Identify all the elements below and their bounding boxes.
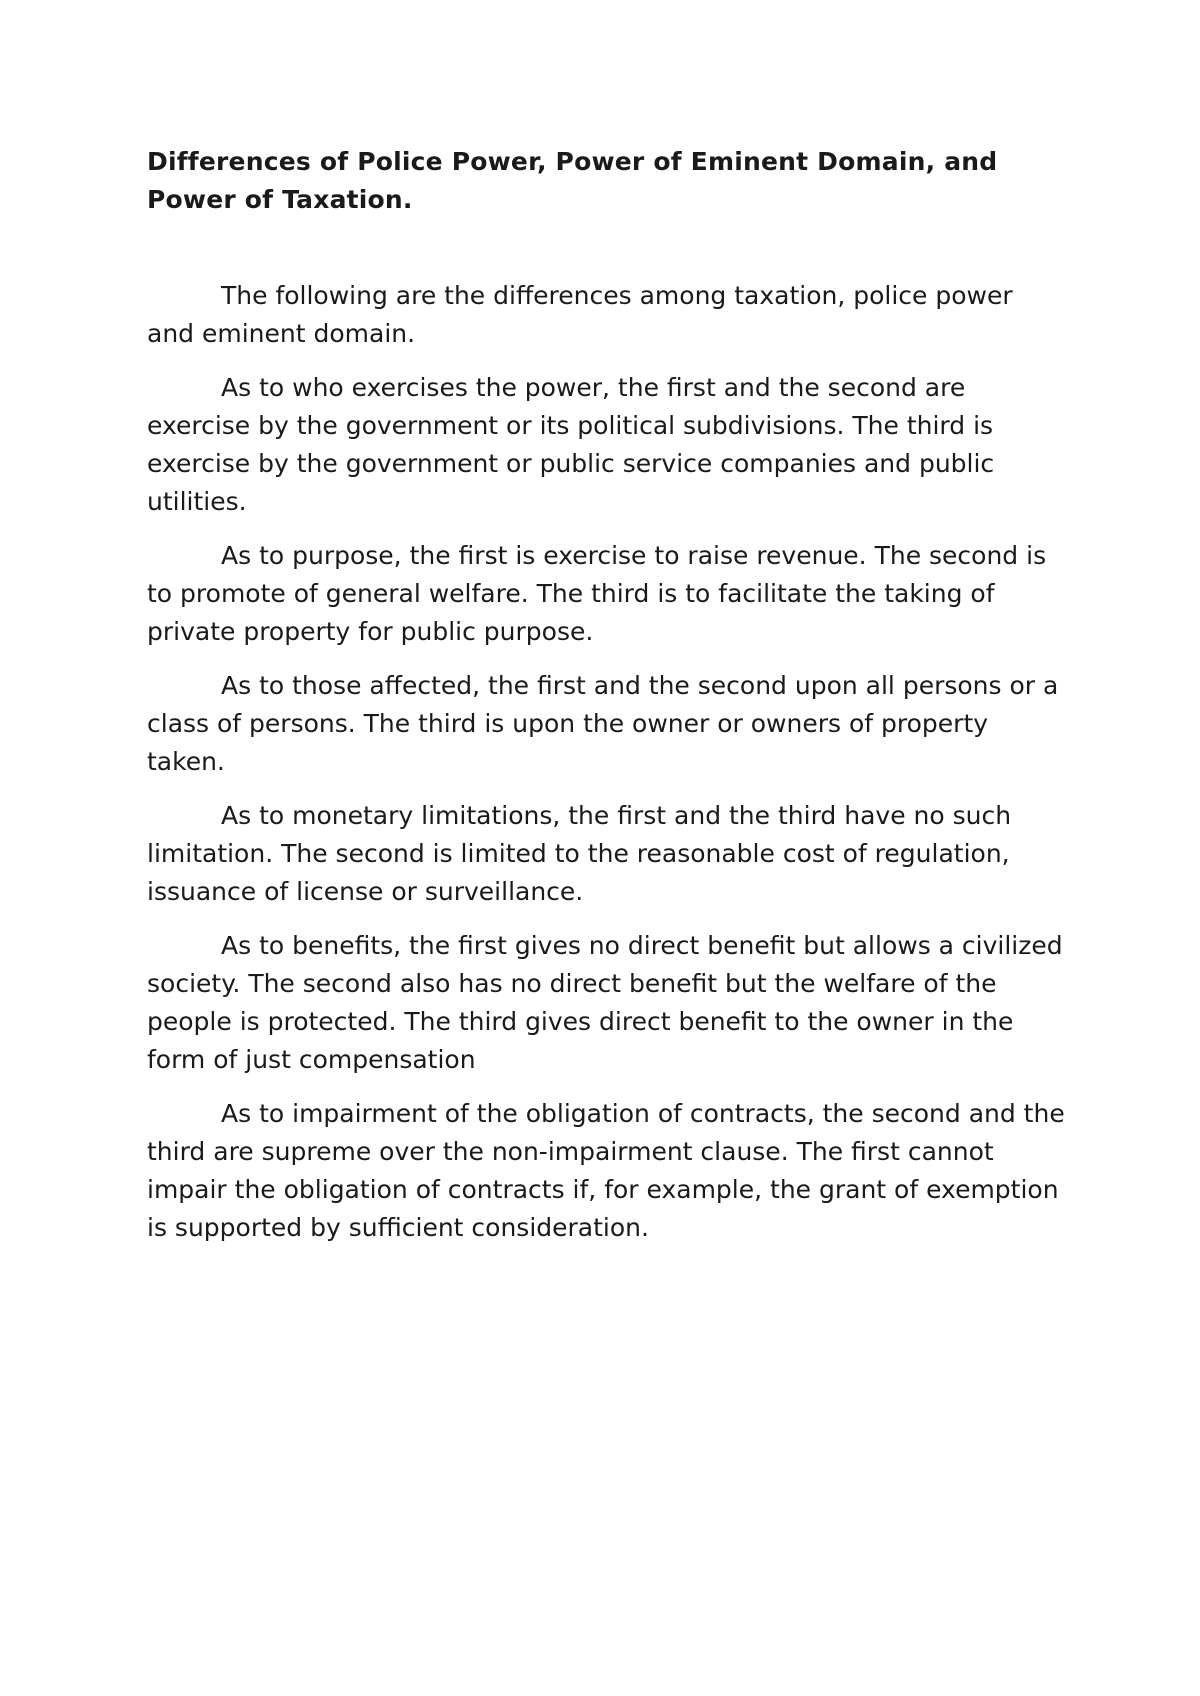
- paragraph-intro: The following are the differences among taxation, police power and eminent domain.: [147, 281, 1013, 348]
- document-title: Differences of Police Power, Power of Eminent Domain, and Power of Taxation.: [147, 147, 998, 214]
- document-body: [147, 143, 1067, 1263]
- paragraph-purpose: As to purpose, the first is exercise to raise revenue. The second is to promote of general welfare. The third is to facilitate the taking of private property for public purpose.: [147, 541, 1047, 646]
- paragraph-who-exercises: As to who exercises the power, the first and the second are exercise by the government or its political subdivisions. The third is exercise by the government or public service companies and public utilities.: [147, 373, 995, 516]
- paragraph-benefits: As to benefits, the first gives no direct benefit but allows a civilized society. The second also has no direct benefit but the welfare of the people is protected. The third gives direct benefit to the owner in the form of just compensation: [147, 931, 1063, 1074]
- paragraph-those-affected: As to those affected, the first and the second upon all persons or a class of persons. The third is upon the owner or owners of property taken.: [147, 671, 1059, 776]
- paragraph-impairment-of-contracts: As to impairment of the obligation of contracts, the second and the third are supreme over the non-impairment clause. The first cannot impair the obligation of contracts if, for example, the grant of exemption is supported by sufficient consideration.: [147, 1099, 1065, 1242]
- paragraph-monetary-limitations: As to monetary limitations, the first and the third have no such limitation. The second is limited to the reasonable cost of regulation, issuance of license or surveillance.: [147, 801, 1012, 906]
